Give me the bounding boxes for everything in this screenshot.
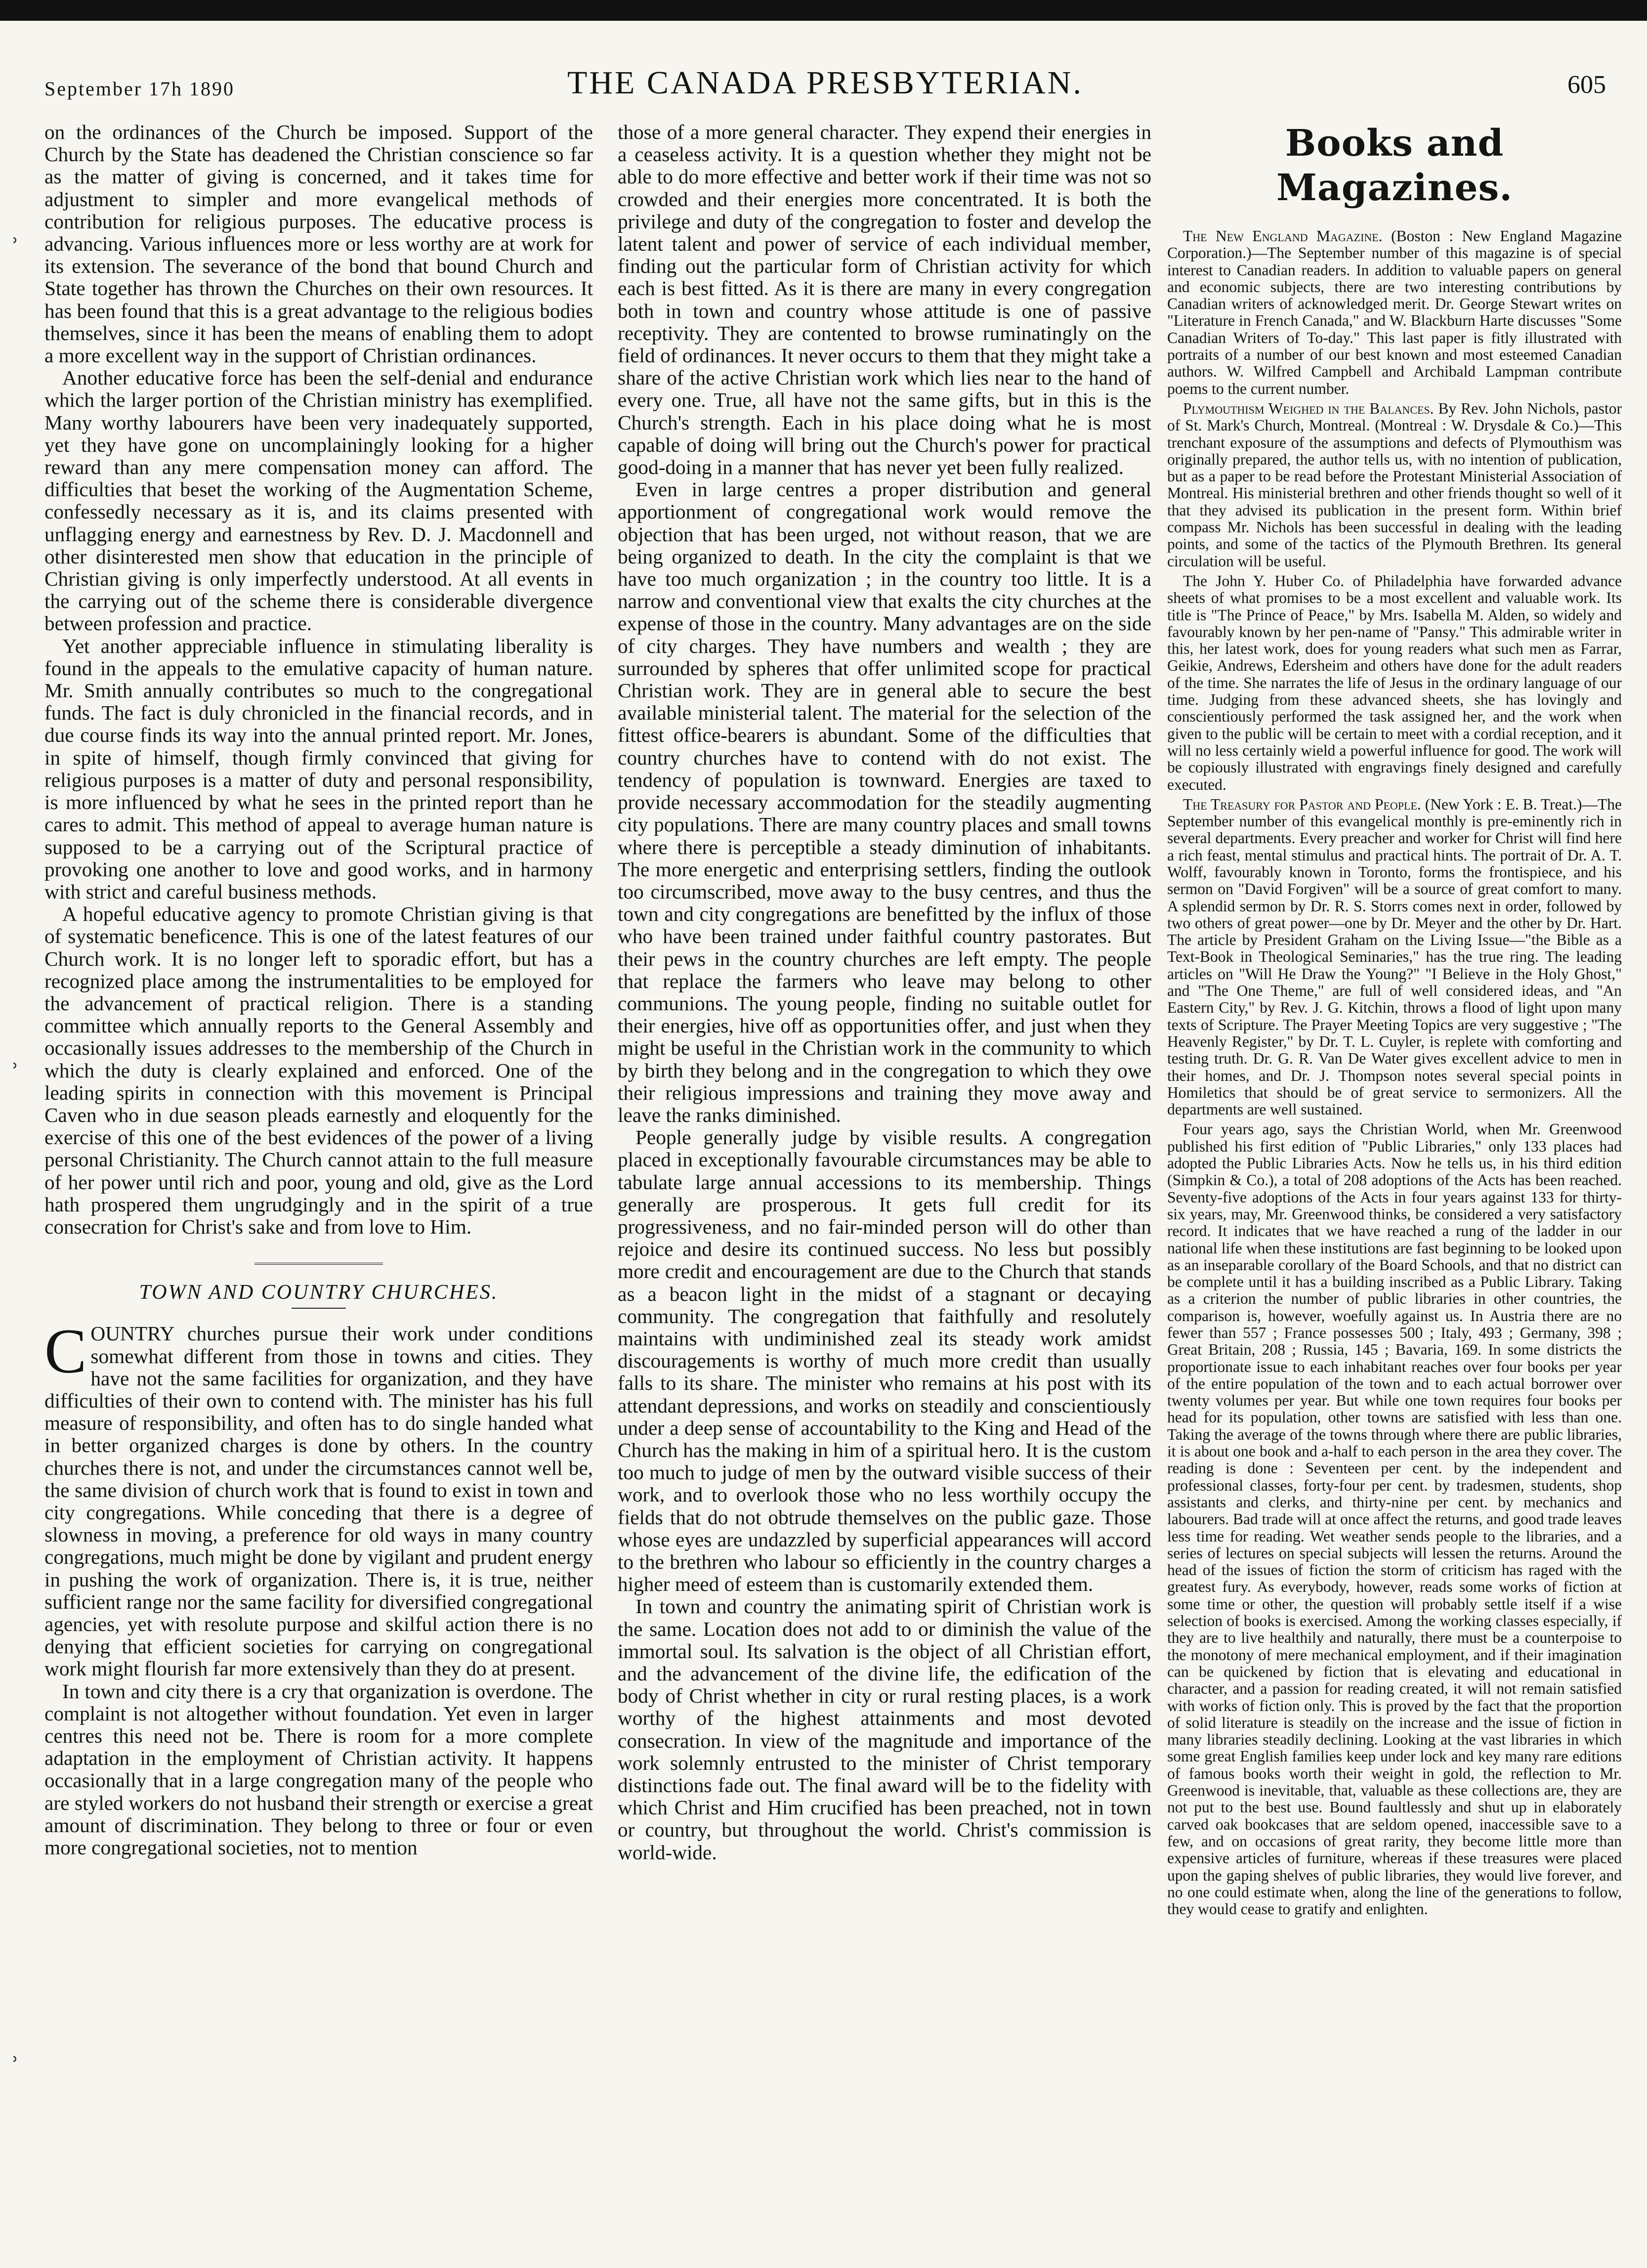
review-text: (New York : E. B. Treat.)—The September number of this evangelical monthly is pre-eminently rich in several departments. Every preacher and worker for Christ will find here a rich feast, mental stimulus and practical hints. The portrait of Dr. A. T. Wolff, favourably known in Toronto, forms the frontispiece, and his sermon on "David Forgiven" will be a source of great comfort to many. A splendid sermon by Dr. R. S. Storrs comes next in order, followed by two others of great power—one by Dr. Meyer and the other by Dr. Hart. The article by President Graham on the Living Issue—"the Bible as a Text-Book in Theological Seminaries," has the true ring. The leading articles on "Will He Draw the Young?" "I Believe in the Holy Ghost," and "The One Theme," are full of well considered ideas, and "An Eastern City," by Rev. J. G. Kitchin, throws a flood of light upon many texts of Scripture. The Prayer Meeting Topics are very suggestive ; "The Heavenly Register," by Dr. T. L. Cuyler, is replete with comforting and testing truth. Dr. G. R. Van De Water gives excellent advice to men in their homes, and Dr. J. Thompson notes several special points in Homiletics that should be of great service to sermonizers. All the departments are well sustained.	[1167, 795, 1622, 1118]
paragraph: Even in large centres a proper distribution and general apportionment of congregational work would remove the objection that has been urged, not without reason, that we are being organized to death. In the city the complaint is that we have too much organization ; in the country too little. It is a narrow and conventional view that exalts the city churches at the expense of those in the country. Many advantages are on the side of city charges. They have numbers and wealth ; they are surrounded by spheres that offer unlimited scope for practical Christian work. They are in general able to secure the best available ministerial talent. The material for the selection of the fittest office-bearers is abundant. Some of the difficulties that country churches have to contend with do not exist. The tendency of population is townward. Energies are taxed to provide necessary accommodation for the steadily augmenting city populations. There are many country places and small towns where there is perceptible a steady diminution of inhabitants. The more energetic and enterprising settlers, finding the outlook too circumscribed, move away to the busy centres, and thus the town and city congregations are benefitted by the influx of those who have been trained under faithful country pastorates. But their pews in the country churches are left empty. The people that replace the farmers who leave may belong to other communions. The young people, finding no suitable outlet for their energies, hive off as opportunities offer, and just when they might be useful in the Christian work in the community to which by birth they belong and in the congregation to which they owe their religious impressions and training they move away and leave the ranks diminished.	[618, 478, 1151, 1126]
paragraph: A hopeful educative agency to promote Christian giving is that of systematic beneficence. This is one of the latest features of our Church work. It is no longer left to sporadic effort, but has a recognized place among the instrumentalities to be employed for the advancement of practical religion. There is a standing committee which annually reports to the General Assembly and occasionally issues addresses to the membership of the Church in which the duty is clearly explained and enforced. One of the leading spirits in connection with this movement is Principal Caven who in due season pleads earnestly and eloquently for the exercise of this one of the best evidences of the power of a living personal Christianity. The Church cannot attain to the full measure of her power until rich and poor, young and old, give as the Lord hath prospered them ungrudgingly and in the spirit of a true consecration for Christ's sake and from love to Him.	[44, 902, 593, 1238]
books-section-title: Books and Magazines.	[1276, 122, 1513, 209]
paragraph-dropcap	[44, 1316, 593, 1680]
section-underline	[292, 1308, 346, 1309]
paragraph: People generally judge by visible results. A congregation placed in exceptionally favourable circumstances may be able to tabulate large annual accessions to its membership. Things generally are prosperous. It gets full credit for its progressiveness, and no fair-minded person will do other than rejoice and desire its continued success. No less but possibly more credit and encouragement are due to the Church that stands as a beacon light in the midst of a stagnant or decaying community. The congregation that faithfully and resolutely maintains with undiminished zeal its steady work amidst discouragements is worthy of much more credit than usually falls to its share. The minister who remains at his post with its attendant depressions, and works on steadily and conscientiously under a deep sense of accountability to the King and Head of the Church has the making in him of a spiritual hero. It is the custom too much to judge of men by the outward visible success of their work, and to overlook those who no less worthily occupy the fields that do not obtrude themselves on the public gaze. Those whose eyes are undazzled by superficial appearances will accord to the brethren who labour so efficiently in the country charges a higher meed of esteem than is customarily extended them.	[618, 1126, 1151, 1596]
page-header	[44, 59, 1606, 114]
review-entry: The John Y. Huber Co. of Philadelphia have forwarded advance sheets of what promises to be a most excellent and valuable work. Its title is "The Prince of Peace," by Mrs. Isabella M. Alden, so widely and favourably known by her pen-name of "Pansy." This admirable writer in this, her latest work, does for young readers what such men as Farrar, Geikie, Andrews, Edersheim and others have done for the adult readers of the time. She narrates the life of Jesus in the ordinary language of our time. Judging from these advanced sheets, she has lovingly and conscientiously performed the task assigned her, and the work when given to the public will be certain to meet with a cordial reception, and it will no less certainly wield a powerful influence for good. The work will be copiously illustrated with engravings finely designed and carefully executed.	[1167, 572, 1622, 793]
margin-mark: ʾ	[10, 233, 20, 265]
newspaper-title: THE CANADA PRESBYTERIAN.	[567, 65, 1083, 101]
review-entry	[1167, 400, 1622, 570]
drop-cap: C	[44, 1316, 87, 1387]
paragraph: on the ordinances of the Church be imposed. Support of the Church by the State has deadened the Christian conscience so far as the matter of giving is concerned, and it takes time for adjustment to simpler and more evangelical methods of contribution for religious purposes. The educative process is advancing. Various influences more or less worthy are at work for its extension. The severance of the bond that bound Church and State together has thrown the Churches on their own resources. It has been found that this is a great advantage to the religious bodies themselves, since it has been the means of enabling them to adopt a more excellent way in the support of Christian ordinances.	[44, 121, 593, 367]
margin-mark: ʾ	[10, 2052, 20, 2084]
paragraph: In town and country the animating spirit of Christian work is the same. Location does not add to or diminish the value of the immortal soul. Its salvation is the object of all Christian effort, and the advancement of the divine life, the edification of the body of Christ whether in city or rural resting places, is a work worthy of the highest attainments and most devoted consecration. In view of the magnitude and importance of the work solemnly entrusted to the minister of Christ temporary distinctions fade out. The final award will be to the fidelity with which Christ and Him crucified has been preached, not in town or country, but throughout the world. Christ's commission is world-wide.	[618, 1595, 1151, 1864]
issue-date: September 17h 1890	[44, 78, 235, 100]
section-title: TOWN AND COUNTRY CHURCHES.	[139, 1281, 499, 1304]
review-entry: Four years ago, says the Christian World, when Mr. Greenwood published his first edition of "Public Libraries," only 133 places had adopted the Public Libraries Acts. Now he tells us, in his third edition (Simpkin & Co.), a total of 208 adoptions of the Acts has been reached. Seventy-five adoptions of the Acts in four years against 133 for thirty-six years, may, Mr. Greenwood thinks, be considered a very satisfactory record. It indicates that we have reached a rung of the ladder in our national life when these institutions are fast beginning to be looked upon as an inseparable corollary of the Board Schools, and that no district can be complete until it has a building inscribed as a Public Library. Taking as a criterion the number of public libraries in other countries, the comparison is, however, woefully against us. In Austria there are no fewer than 557 ; France possesses 500 ; Italy, 493 ; Germany, 398 ; Great Britain, 208 ; Russia, 145 ; Bavaria, 169. In some districts the proportionate issue to each inhabitant reaches over four books per year of the entire population of the town and to each actual borrower over twenty volumes per year. But while one town requires four books per head for its population, other towns are satisfied with less than one. Taking the average of the towns through where there are public libraries, it is about one book and a-half to each person in the area they cover. The reading is done : Seventeen per cent. by the independent and professional classes, forty-four per cent. by tradesmen, students, shop assistants and clerks, and thirty-nine per cent. by mechanics and labourers. Bad trade will at once affect the returns, and good trade leaves less time for reading. Wet weather sends people to the libraries, and a series of lectures on special subjects will lessen the returns. Around the head of the issues of fiction the storm of criticism has raged with the greatest fury. As everybody, however, reads some works of fiction at some time or other, the question will probably settle itself if a wise selection of books is exercised. Among the working classes especially, if they are to live healthily and naturally, there must be a counterpoise to the monotony of mere mechanical employment, and if their imagination can be quickened by fiction that is elevating and educational in character, and a passion for reading created, it will not remain satisfied with works of fiction only. This is proved by the fact that the proportion of solid literature is steadily on the increase and the issue of fiction in many libraries steadily declining. Looking at the vast libraries in which some great English families keep under lock and key many rare editions of famous books worth their weight in gold, the reflection to Mr. Greenwood is inevitable, that, valuable as these collections are, they are not put to the best use. Bound faultlessly and shut up in elaborately carved oak bookcases that are seldom opened, inaccessible save to a few, and on occasions of great rarity, they become little more than expensive articles of furniture, whereas if these treasures were placed upon the gaping shelves of public libraries, they would live forever, and no one could estimate when, along the line of the generations to follow, they would cease to gratify and enlighten.	[1167, 1120, 1622, 1918]
review-heading: Plymouthism Weighed in the Balances.	[1183, 399, 1434, 417]
paragraph-text: OUNTRY churches pursue their work under conditions somewhat different from those in towns and cities. They have not the same facilities for organization, and they have difficulties of their own to contend with. The minister has his full measure of responsibility, and often has to do single handed what in better organized charges is done by others. In the country churches there is not, and under the circumstances cannot well be, the same division of church work that is found to exist in town and city congregations. While conceding that there is a degree of slowness in moving, a preference for old ways in many country congregations, much might be done by vigilant and prudent energy in pushing the work of organization. There is, it is true, neither sufficient range nor the same facility for diversified congregational agencies, yet with resolute purpose and skilful action there is no denying that efficient societies for carrying on congregational work might flourish far more extensively than they do at present.	[44, 1322, 593, 1680]
top-border-bar	[0, 0, 1647, 21]
paragraph: those of a more general character. They expend their energies in a ceaseless activity. It is a question whether they might not be able to do more effective and better work if their time was not so crowded and their energies more concentrated. It is both the privilege and duty of the congregation to foster and develop the latent talent and power of service of each individual member, finding out the particular form of Christian activity for which each is best fitted. As it is there are many in every congregation both in town and country whose attitude is one of passive receptivity. They are contented to browse ruminatingly on the field of ordinances. It never occurs to them that they might take a share of the active Christian work which lies near to the hand of every one. True, all have not the same gifts, but in this is the Church's strength. Each in his place doing what he is most capable of doing will bring out the Church's power for practical good-doing in a manner that has never yet been fully realized.	[618, 121, 1151, 479]
paragraph: Another educative force has been the self-denial and endurance which the larger portion of the Christian ministry has exemplified. Many worthy labourers have been very inadequately supported, yet they have gone on uncomplainingly looking for a higher reward than any mere compensation money can afford. The difficulties that beset the working of the Augmentation Scheme, confessedly necessary as it is, and its claims presented with unflagging energy and earnestness by Rev. D. J. Macdonnell and other disinterested men show that education in the principle of Christian giving is only imperfectly understood. At all events in the carrying out of the scheme there is considerable divergence between profession and practice.	[44, 366, 593, 635]
page-number: 605	[1567, 71, 1606, 99]
section-divider	[254, 1263, 383, 1267]
paragraph: Yet another appreciable influence in stimulating liberality is found in the appeals to the emulative capacity of human nature. Mr. Smith annually contributes so much to the congregational funds. The fact is duly chronicled in the financial records, and in due course finds its way into the annual printed report. Mr. Jones, in spite of himself, though firmly convinced that giving for religious purposes is a matter of duty and personal responsibility, is more influenced by what he sees in the printed report than he cares to admit. This method of appeal to average human nature is supposed to be a carrying out of the Scriptural practice of provoking one another to love and good works, and in harmony with strict and careful business methods.	[44, 634, 593, 903]
margin-mark: ʾ	[10, 1058, 20, 1091]
column-middle	[618, 121, 1151, 2241]
paragraph: In town and city there is a cry that organization is overdone. The complaint is not altogether without foundation. Yet even in larger centres this need not be. There is room for a more complete adaptation in the employment of Christian activity. It happens occasionally that in a large congregation many of the people who are styled workers do not husband their strength or exercise a great amount of discrimination. They belong to three or four or even more congregational societies, not to mention	[44, 1679, 593, 1859]
review-entry	[1167, 228, 1622, 397]
review-entry	[1167, 796, 1622, 1118]
review-text: By Rev. John Nichols, pastor of St. Mark's Church, Montreal. (Montreal : W. Drysdale & Co.)—This trenchant exposure of the assumptions and defects of Plymouthism was originally prepared, the author tells us, with no intention of publication, but as a paper to be read before the Protestant Ministerial Association of Montreal. His ministerial brethren and other friends thought so well of it that they advised its publication in the present form. Within brief compass Mr. Nichols has been successful in dealing with the leading points, and some of the tactics of the Plymouth Brethren. Its general circulation will be useful.	[1167, 399, 1622, 570]
column-left	[44, 121, 593, 2241]
review-heading: The Treasury for Pastor and People.	[1183, 795, 1421, 813]
review-heading: The New England Magazine.	[1183, 227, 1383, 245]
column-right-books	[1167, 121, 1622, 2241]
review-text: (Boston : New England Magazine Corporation.)—The September number of this magazine is of special interest to Canadian readers. In addition to valuable papers on general and economic subjects, there are two interesting contributions by Canadian writers of acknowledged merit. Dr. George Stewart writes on "Literature in French Canada," and W. Blackburn Harte discusses "Some Canadian Writers of To-day." This last paper is fitly illustrated with portraits of a number of our best known and most esteemed Canadian authors. W. Wilfred Campbell and Archibald Lampman contribute poems to the current number.	[1167, 227, 1622, 397]
